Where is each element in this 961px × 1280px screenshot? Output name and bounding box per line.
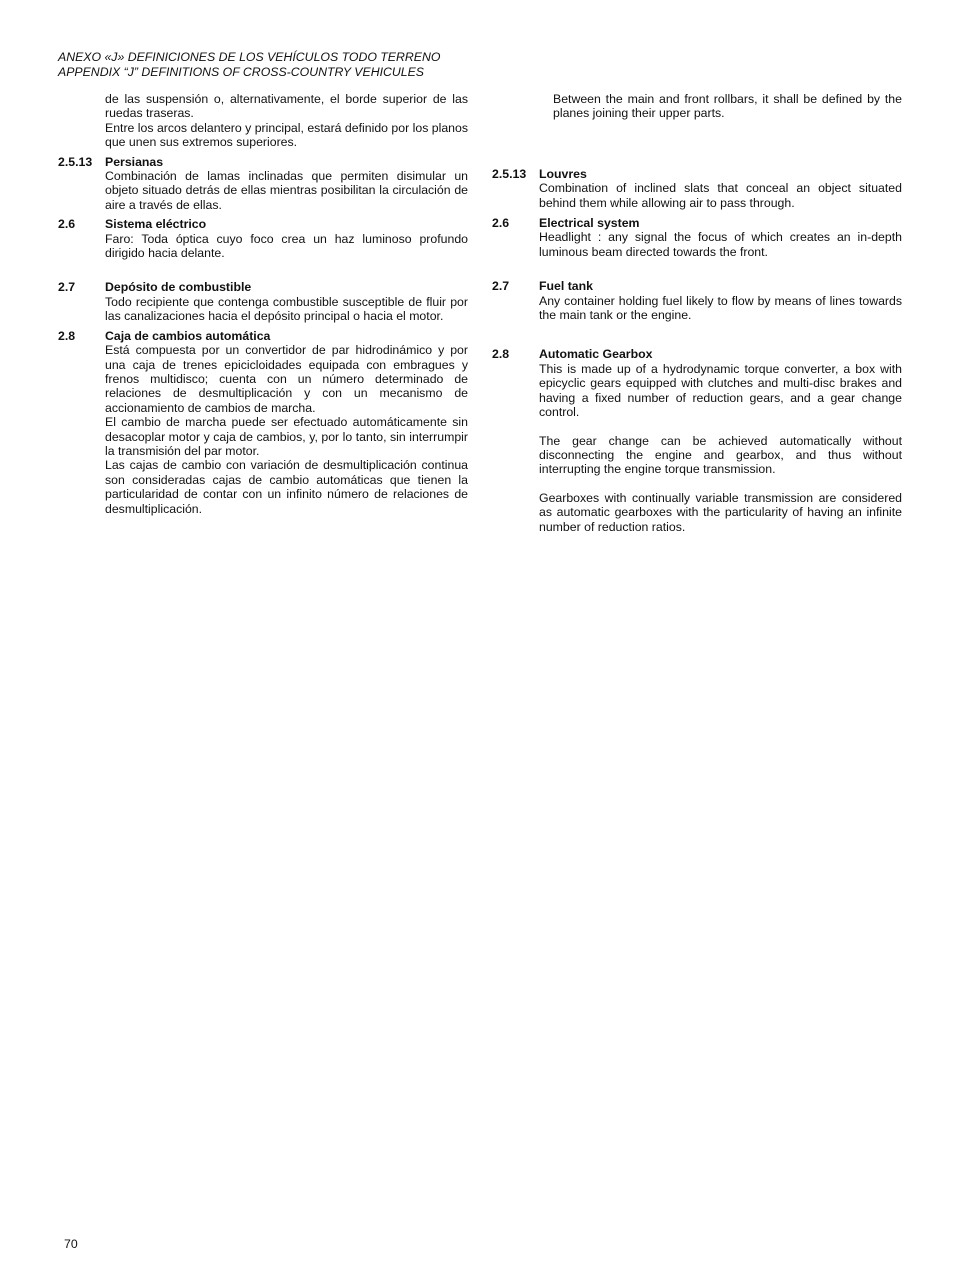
paragraph: Gearboxes with continually variable transmission are considered as automatic gearboxes with the particularity of having an infinite number of reduction ratios. — [539, 490, 902, 534]
section-2-6-es — [58, 217, 468, 260]
english-column — [492, 92, 902, 534]
paragraph: de las suspensión o, alternativamente, el borde superior de las ruedas traseras. — [105, 92, 468, 121]
paragraph: The gear change can be achieved automatically without disconnecting the engine and gearbox, and thus without interrupting the engine torque transmission. — [539, 433, 902, 477]
section-2-6-en — [492, 216, 902, 259]
section-number: 2.5.13 — [58, 154, 93, 169]
section-title: Depósito de combustible — [105, 280, 252, 295]
continued-text-en — [553, 92, 902, 121]
page-number: 70 — [64, 1237, 78, 1251]
section-title: Louvres — [539, 166, 587, 181]
section-number: 2.6 — [492, 216, 510, 231]
running-header — [58, 50, 440, 80]
section-title: Caja de cambios automática — [105, 328, 271, 343]
header-line-en: APPENDIX “J” DEFINITIONS OF CROSS-COUNTRY VEHICULES — [58, 65, 424, 79]
section-number: 2.6 — [58, 217, 76, 232]
paragraph: Todo recipiente que contenga combustible susceptible de fluir por las canalizaciones hacia el depósito principal o hacia el motor. — [105, 294, 468, 324]
paragraph: Between the main and front rollbars, it shall be defined by the planes joining their upper parts. — [553, 92, 902, 121]
paragraph: Combinación de lamas inclinadas que permiten disimular un objeto situado detrás de ellas mientras posibilitan la circulación de aire a través de ellas. — [105, 169, 468, 212]
section-title: Fuel tank — [539, 279, 593, 294]
paragraph: Las cajas de cambio con variación de desmultiplicación continua son consideradas cajas de cambio automáticas que tienen la particularidad de contar con un infinito número de relaciones de desmultiplicación. — [105, 458, 468, 516]
section-title: Automatic Gearbox — [539, 347, 653, 362]
section-2-7-en — [492, 279, 902, 322]
paragraph: Faro: Toda óptica cuyo foco crea un haz luminoso profundo dirigido hacia delante. — [105, 231, 468, 261]
section-title: Sistema eléctrico — [105, 217, 207, 232]
section-2-7-es — [58, 280, 468, 323]
paragraph: This is made up of a hydrodynamic torque converter, a box with epicyclic gears equipped with clutches and multi-disc brakes and having a fixed number of reduction gears, and a gear change control. — [539, 361, 902, 420]
section-2-8-en — [492, 347, 902, 533]
section-2-5-13-en — [492, 167, 902, 210]
section-title: Persianas — [105, 154, 164, 169]
paragraph: Combination of inclined slats that conceal an object situated behind them while allowing air to pass through. — [539, 181, 902, 210]
paragraph: El cambio de marcha puede ser efectuado automáticamente sin desacoplar motor y caja de cambios, y, por lo tanto, sin interrumpir la transmisión del par motor. — [105, 415, 468, 458]
section-2-5-13-es — [58, 155, 468, 213]
section-number: 2.7 — [58, 280, 76, 295]
section-number: 2.8 — [58, 328, 76, 343]
section-2-8-es — [58, 329, 468, 516]
section-title: Electrical system — [539, 216, 640, 231]
section-number: 2.5.13 — [492, 166, 527, 181]
continued-text-es — [105, 92, 468, 150]
paragraph: Entre los arcos delantero y principal, estará definido por los planos que unen sus extremos superiores. — [105, 120, 468, 150]
spanish-column — [58, 92, 468, 516]
paragraph: Headlight : any signal the focus of which creates an in-depth luminous beam directed towards the front. — [539, 230, 902, 259]
paragraph: Any container holding fuel likely to flow by means of lines towards the main tank or the engine. — [539, 293, 902, 323]
header-line-es: ANEXO «J» DEFINICIONES DE LOS VEHÍCULOS TODO TERRENO — [58, 50, 441, 64]
section-number: 2.7 — [492, 279, 510, 294]
section-number: 2.8 — [492, 347, 510, 362]
paragraph: Está compuesta por un convertidor de par hidrodinámico y por una caja de trenes epicicloidades equipada con embragues y frenos multidisco; cuenta con un número determinado de relaciones de desmultiplicación y con un mecanismo de accionamiento de cambios de marcha. — [105, 343, 468, 415]
